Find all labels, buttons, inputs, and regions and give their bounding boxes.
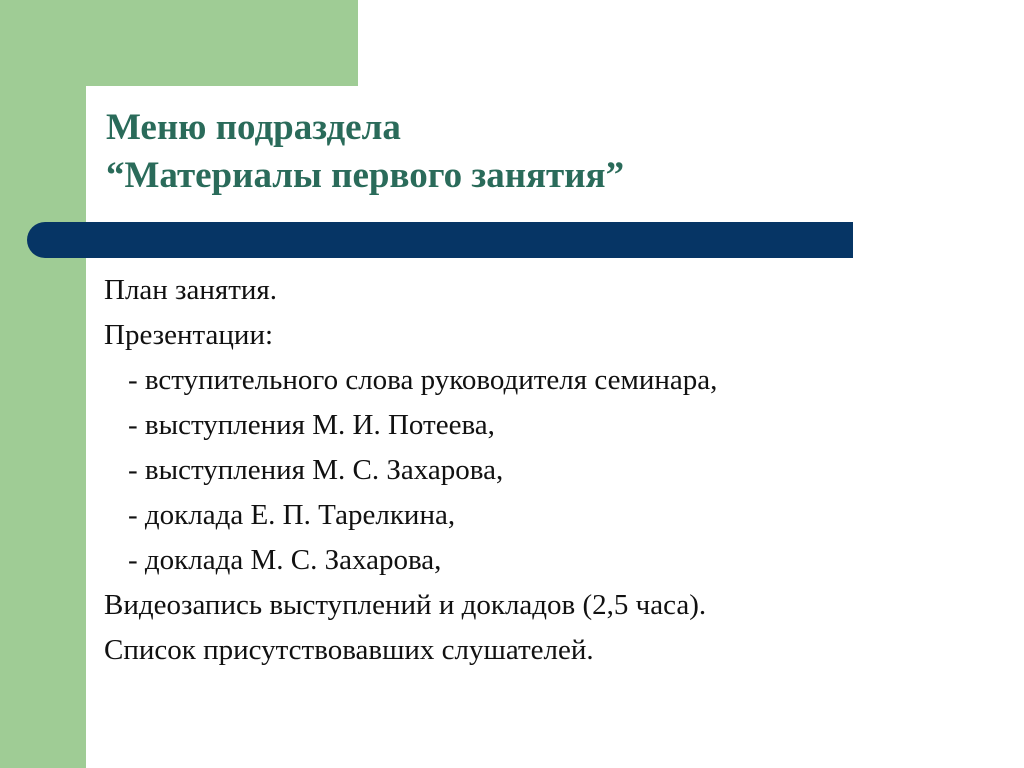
list-item: - вступительного слова руководителя семинара, [128,364,718,396]
list-item: Список присутствовавших слушателей. [104,634,594,666]
list-item: - выступления М. И. Потеева, [128,409,495,441]
top-green-block [86,0,358,86]
list-item: - доклада М. С. Захарова, [128,544,442,576]
slide-title-line-1: Меню подраздела [106,107,401,148]
list-item: - доклада Е. П. Тарелкина, [128,499,456,531]
slide-title-line-2: “Материалы первого занятия” [106,155,625,196]
title-divider-bar [27,222,853,258]
slide-content-list [104,268,964,673]
list-item: План занятия. [104,274,278,306]
left-green-strip [0,0,86,768]
list-item: - выступления М. С. Захарова, [128,454,504,486]
list-item: Презентации: [104,319,274,351]
slide-title [106,104,866,200]
list-item: Видеозапись выступлений и докладов (2,5 часа). [104,589,707,621]
